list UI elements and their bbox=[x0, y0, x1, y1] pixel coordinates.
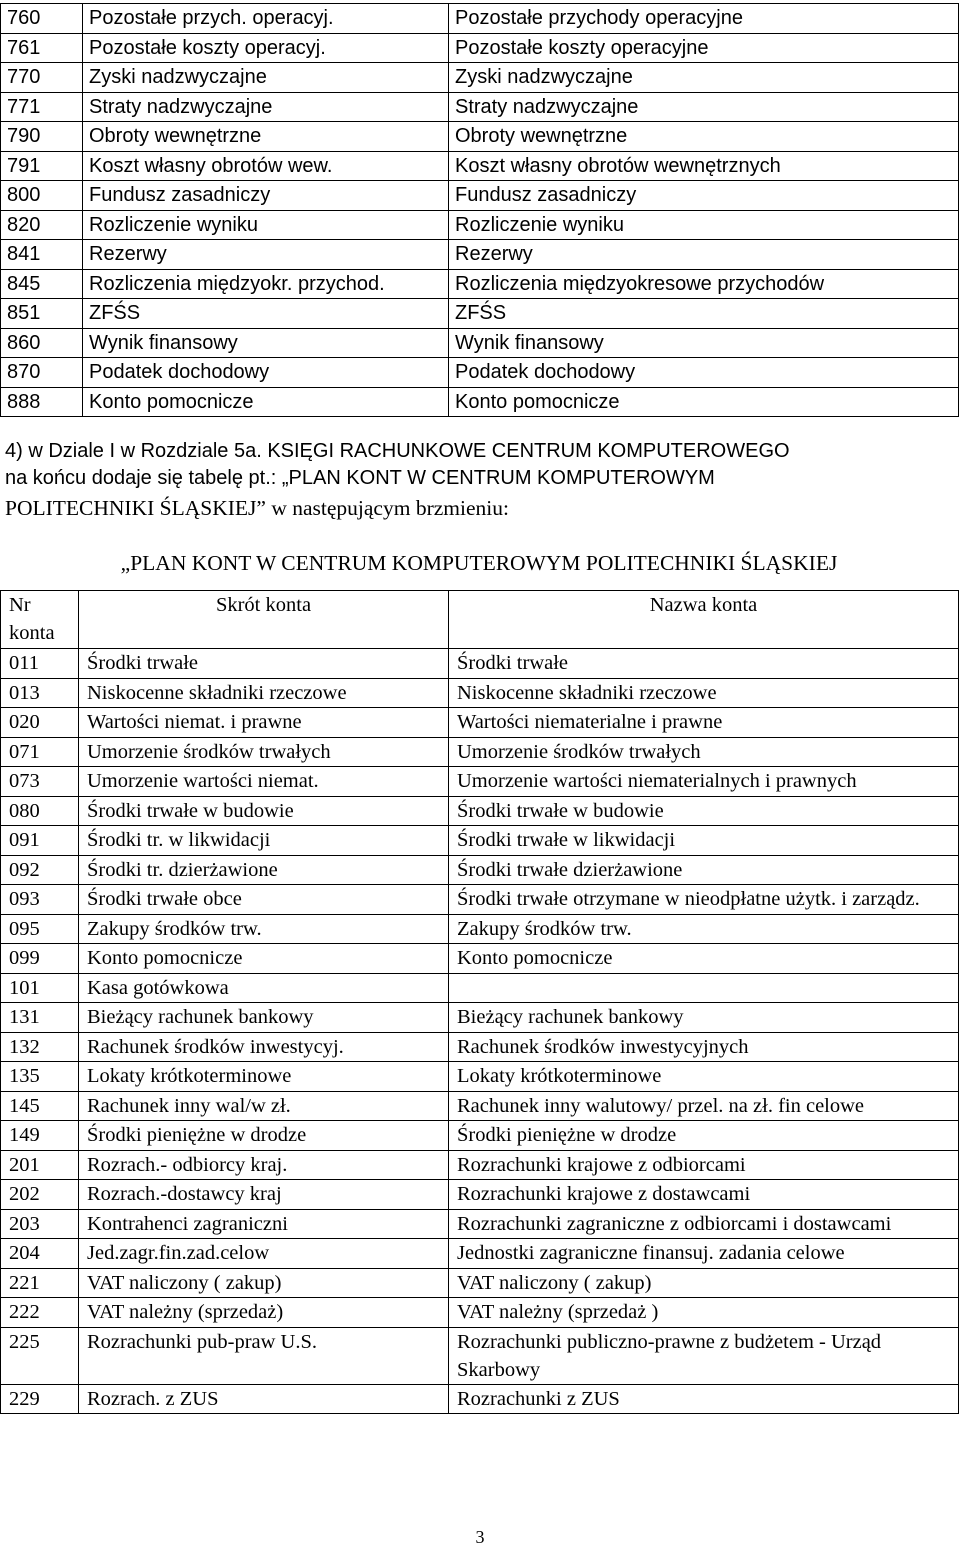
cell-nr: 092 bbox=[1, 855, 79, 885]
cell-full: Rozrachunki z ZUS bbox=[449, 1384, 959, 1414]
cell-nr: 204 bbox=[1, 1239, 79, 1269]
cell-nr: 149 bbox=[1, 1121, 79, 1151]
table-row bbox=[1, 240, 959, 270]
cell-full: Środki trwałe w budowie bbox=[449, 796, 959, 826]
cell-nr: 131 bbox=[1, 1003, 79, 1033]
cell-nr: 791 bbox=[1, 151, 83, 181]
table-row bbox=[1, 1384, 959, 1414]
cell-nr: 095 bbox=[1, 914, 79, 944]
cell-short: Koszt własny obrotów wew. bbox=[83, 151, 449, 181]
table-row bbox=[1, 973, 959, 1003]
cell-full: Jednostki zagraniczne finansuj. zadania celowe bbox=[449, 1239, 959, 1269]
cell-short: Pozostałe przych. operacyj. bbox=[83, 4, 449, 34]
table-row bbox=[1, 1209, 959, 1239]
cell-full: Środki trwałe otrzymane w nieodpłatne użytk. i zarządz. bbox=[449, 885, 959, 915]
cell-full: Obroty wewnętrzne bbox=[449, 122, 959, 152]
cell-full: Środki pieniężne w drodze bbox=[449, 1121, 959, 1151]
cell-nr: 201 bbox=[1, 1150, 79, 1180]
table-row bbox=[1, 1062, 959, 1092]
cell-nr: 071 bbox=[1, 737, 79, 767]
header-full: Nazwa konta bbox=[449, 591, 959, 649]
table-row bbox=[1, 1239, 959, 1269]
cell-short: Rozrach.- odbiorcy kraj. bbox=[79, 1150, 449, 1180]
cell-nr: 221 bbox=[1, 1268, 79, 1298]
cell-full: Środki trwałe dzierżawione bbox=[449, 855, 959, 885]
cell-full: Konto pomocnicze bbox=[449, 387, 959, 417]
cell-short: Rezerwy bbox=[83, 240, 449, 270]
table-row bbox=[1, 33, 959, 63]
cell-short: Konto pomocnicze bbox=[83, 387, 449, 417]
table-row bbox=[1, 1003, 959, 1033]
cell-short: Środki tr. w likwidacji bbox=[79, 826, 449, 856]
account-table-continued bbox=[0, 3, 959, 417]
cell-short: Jed.zagr.fin.zad.celow bbox=[79, 1239, 449, 1269]
table-row bbox=[1, 92, 959, 122]
table-row bbox=[1, 944, 959, 974]
table-row bbox=[1, 914, 959, 944]
cell-short: Zyski nadzwyczajne bbox=[83, 63, 449, 93]
cell-nr: 222 bbox=[1, 1298, 79, 1328]
cell-full: Podatek dochodowy bbox=[449, 358, 959, 388]
table-row bbox=[1, 328, 959, 358]
cell-nr: 202 bbox=[1, 1180, 79, 1210]
cell-short: ZFŚS bbox=[83, 299, 449, 329]
cell-full: Pozostałe przychody operacyjne bbox=[449, 4, 959, 34]
table-row bbox=[1, 678, 959, 708]
cell-nr: 760 bbox=[1, 4, 83, 34]
cell-short: Środki pieniężne w drodze bbox=[79, 1121, 449, 1151]
cell-full: Środki trwałe bbox=[449, 649, 959, 679]
cell-short: Rozliczenia międzyokr. przychod. bbox=[83, 269, 449, 299]
cell-nr: 099 bbox=[1, 944, 79, 974]
cell-nr: 841 bbox=[1, 240, 83, 270]
cell-nr: 093 bbox=[1, 885, 79, 915]
cell-full: Rachunek środków inwestycyjnych bbox=[449, 1032, 959, 1062]
header-short: Skrót konta bbox=[79, 591, 449, 649]
table-row bbox=[1, 1091, 959, 1121]
table-row bbox=[1, 151, 959, 181]
cell-short: Środki tr. dzierżawione bbox=[79, 855, 449, 885]
table-row bbox=[1, 1121, 959, 1151]
cell-short: Umorzenie wartości niemat. bbox=[79, 767, 449, 797]
cell-short: Rachunek inny wal/w zł. bbox=[79, 1091, 449, 1121]
cell-full: Rozliczenia międzyokresowe przychodów bbox=[449, 269, 959, 299]
cell-short: Rozrach.-dostawcy kraj bbox=[79, 1180, 449, 1210]
table-header-row bbox=[1, 591, 959, 649]
cell-nr: 860 bbox=[1, 328, 83, 358]
cell-short: Niskocenne składniki rzeczowe bbox=[79, 678, 449, 708]
cell-short: Wynik finansowy bbox=[83, 328, 449, 358]
cell-short: Pozostałe koszty operacyj. bbox=[83, 33, 449, 63]
table-row bbox=[1, 1327, 959, 1384]
cell-short: Kasa gotówkowa bbox=[79, 973, 449, 1003]
header-nr: Nr konta bbox=[1, 591, 79, 649]
table-row bbox=[1, 826, 959, 856]
table-row bbox=[1, 1032, 959, 1062]
cell-full: Rozrachunki krajowe z odbiorcami bbox=[449, 1150, 959, 1180]
cell-short: VAT należny (sprzedaż) bbox=[79, 1298, 449, 1328]
table-heading: „PLAN KONT W CENTRUM KOMPUTEROWYM POLITECHNIKI ŚLĄSKIEJ bbox=[120, 551, 838, 575]
amendment-line-2: na końcu dodaje się tabelę pt.: „PLAN KONT W CENTRUM KOMPUTEROWYM bbox=[5, 467, 715, 489]
account-plan-table bbox=[0, 590, 959, 1414]
cell-full: Rachunek inny walutowy/ przel. na zł. fin celowe bbox=[449, 1091, 959, 1121]
cell-full bbox=[449, 973, 959, 1003]
cell-short: Lokaty krótkoterminowe bbox=[79, 1062, 449, 1092]
cell-nr: 080 bbox=[1, 796, 79, 826]
cell-nr: 771 bbox=[1, 92, 83, 122]
cell-full: Umorzenie wartości niematerialnych i prawnych bbox=[449, 767, 959, 797]
table-row bbox=[1, 4, 959, 34]
cell-nr: 820 bbox=[1, 210, 83, 240]
cell-short: Fundusz zasadniczy bbox=[83, 181, 449, 211]
cell-full: Zyski nadzwyczajne bbox=[449, 63, 959, 93]
table-row bbox=[1, 649, 959, 679]
table-row bbox=[1, 358, 959, 388]
table-row bbox=[1, 269, 959, 299]
cell-nr: 091 bbox=[1, 826, 79, 856]
cell-nr: 888 bbox=[1, 387, 83, 417]
cell-short: Podatek dochodowy bbox=[83, 358, 449, 388]
cell-nr: 135 bbox=[1, 1062, 79, 1092]
cell-nr: 800 bbox=[1, 181, 83, 211]
cell-full: Rozrachunki publiczno-prawne z budżetem - Urząd Skarbowy bbox=[449, 1327, 959, 1384]
cell-short: Umorzenie środków trwałych bbox=[79, 737, 449, 767]
cell-full: Niskocenne składniki rzeczowe bbox=[449, 678, 959, 708]
table-row bbox=[1, 737, 959, 767]
cell-full: Koszt własny obrotów wewnętrznych bbox=[449, 151, 959, 181]
cell-full: Wynik finansowy bbox=[449, 328, 959, 358]
table-row bbox=[1, 210, 959, 240]
cell-nr: 229 bbox=[1, 1384, 79, 1414]
amendment-line-1: 4) w Dziale I w Rozdziale 5a. KSIĘGI RACHUNKOWE CENTRUM KOMPUTEROWEGO bbox=[5, 440, 790, 462]
cell-full: Lokaty krótkoterminowe bbox=[449, 1062, 959, 1092]
cell-nr: 790 bbox=[1, 122, 83, 152]
cell-full: Rozrachunki zagraniczne z odbiorcami i dostawcami bbox=[449, 1209, 959, 1239]
cell-nr: 132 bbox=[1, 1032, 79, 1062]
cell-short: Środki trwałe bbox=[79, 649, 449, 679]
cell-full: Rozliczenie wyniku bbox=[449, 210, 959, 240]
cell-nr: 011 bbox=[1, 649, 79, 679]
cell-full: Zakupy środków trw. bbox=[449, 914, 959, 944]
cell-full: Konto pomocnicze bbox=[449, 944, 959, 974]
cell-nr: 020 bbox=[1, 708, 79, 738]
cell-nr: 870 bbox=[1, 358, 83, 388]
cell-nr: 073 bbox=[1, 767, 79, 797]
cell-short: Rozliczenie wyniku bbox=[83, 210, 449, 240]
cell-full: Środki trwałe w likwidacji bbox=[449, 826, 959, 856]
table-row bbox=[1, 855, 959, 885]
cell-full: Rozrachunki krajowe z dostawcami bbox=[449, 1180, 959, 1210]
cell-nr: 203 bbox=[1, 1209, 79, 1239]
table-row bbox=[1, 708, 959, 738]
cell-short: VAT naliczony ( zakup) bbox=[79, 1268, 449, 1298]
cell-full: Fundusz zasadniczy bbox=[449, 181, 959, 211]
cell-full: VAT należny (sprzedaż ) bbox=[449, 1298, 959, 1328]
table-row bbox=[1, 885, 959, 915]
cell-nr: 761 bbox=[1, 33, 83, 63]
cell-short: Bieżący rachunek bankowy bbox=[79, 1003, 449, 1033]
cell-nr: 851 bbox=[1, 299, 83, 329]
page-number: 3 bbox=[475, 1527, 485, 1547]
table-row bbox=[1, 181, 959, 211]
cell-short: Rozrachunki pub-praw U.S. bbox=[79, 1327, 449, 1384]
cell-full: Rezerwy bbox=[449, 240, 959, 270]
table-row bbox=[1, 63, 959, 93]
cell-nr: 013 bbox=[1, 678, 79, 708]
cell-nr: 225 bbox=[1, 1327, 79, 1384]
cell-nr: 101 bbox=[1, 973, 79, 1003]
cell-nr: 770 bbox=[1, 63, 83, 93]
table-row bbox=[1, 387, 959, 417]
cell-full: Straty nadzwyczajne bbox=[449, 92, 959, 122]
table-row bbox=[1, 1180, 959, 1210]
cell-full: Umorzenie środków trwałych bbox=[449, 737, 959, 767]
cell-short: Straty nadzwyczajne bbox=[83, 92, 449, 122]
cell-short: Rozrach. z ZUS bbox=[79, 1384, 449, 1414]
table-row bbox=[1, 1298, 959, 1328]
cell-short: Zakupy środków trw. bbox=[79, 914, 449, 944]
table-row bbox=[1, 1150, 959, 1180]
cell-full: Wartości niematerialne i prawne bbox=[449, 708, 959, 738]
cell-nr: 145 bbox=[1, 1091, 79, 1121]
cell-short: Kontrahenci zagraniczni bbox=[79, 1209, 449, 1239]
table-row bbox=[1, 1268, 959, 1298]
cell-full: Pozostałe koszty operacyjne bbox=[449, 33, 959, 63]
table-row bbox=[1, 767, 959, 797]
cell-short: Rachunek środków inwestycyj. bbox=[79, 1032, 449, 1062]
cell-full: Bieżący rachunek bankowy bbox=[449, 1003, 959, 1033]
cell-full: ZFŚS bbox=[449, 299, 959, 329]
cell-short: Środki trwałe obce bbox=[79, 885, 449, 915]
cell-short: Środki trwałe w budowie bbox=[79, 796, 449, 826]
cell-nr: 845 bbox=[1, 269, 83, 299]
table-row bbox=[1, 122, 959, 152]
table-row bbox=[1, 796, 959, 826]
cell-full: VAT naliczony ( zakup) bbox=[449, 1268, 959, 1298]
cell-short: Konto pomocnicze bbox=[79, 944, 449, 974]
cell-short: Wartości niemat. i prawne bbox=[79, 708, 449, 738]
cell-short: Obroty wewnętrzne bbox=[83, 122, 449, 152]
table-row bbox=[1, 299, 959, 329]
amendment-line-3: POLITECHNIKI ŚLĄSKIEJ” w następującym brzmieniu: bbox=[5, 496, 509, 520]
